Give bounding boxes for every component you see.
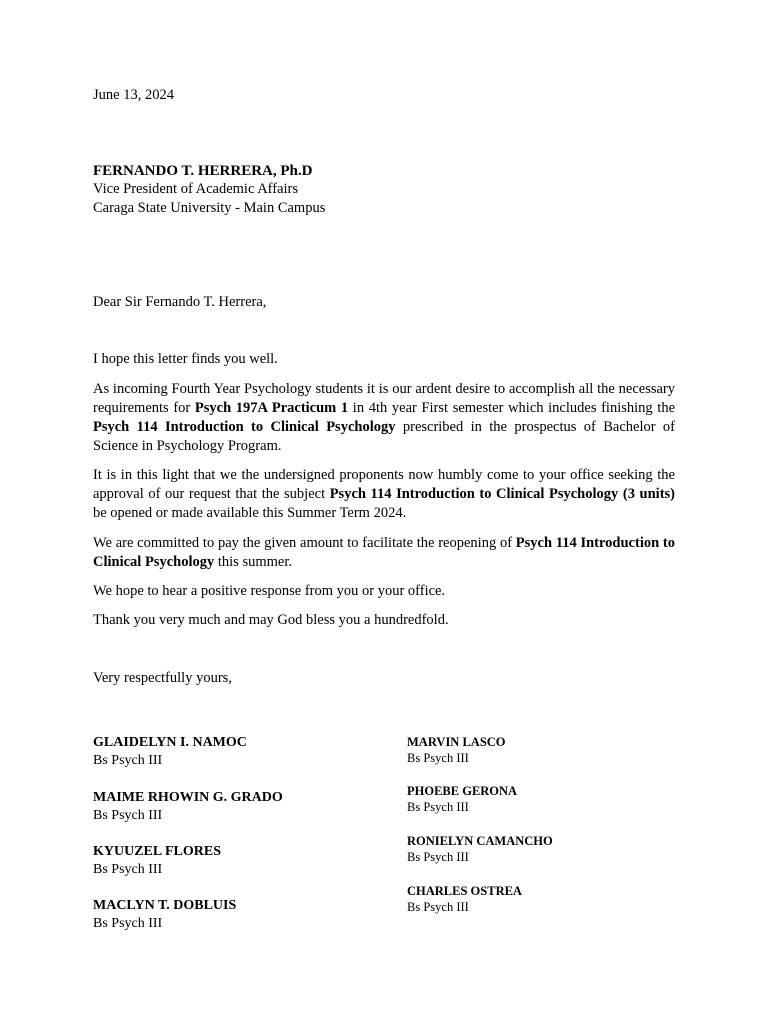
paragraph-commitment-text-2: this summer. xyxy=(214,554,292,570)
signatory-program: Bs Psych III xyxy=(407,900,469,914)
signatory-right-1 xyxy=(407,734,506,766)
salutation: Dear Sir Fernando T. Herrera, xyxy=(93,294,267,310)
paragraph-request xyxy=(93,466,675,523)
signatory-name: KYUUZEL FLORES xyxy=(93,844,221,859)
signatory-program: Bs Psych III xyxy=(93,753,163,768)
signatory-left-4 xyxy=(93,897,236,933)
signatory-right-3 xyxy=(407,833,553,865)
signatory-name: CHARLES OSTREA xyxy=(407,884,522,898)
paragraph-hope xyxy=(93,582,675,601)
paragraph-request-text-2: be opened or made available this Summer Term 2024. xyxy=(93,505,407,521)
signatory-program: Bs Psych III xyxy=(93,916,163,931)
paragraph-greeting xyxy=(93,350,675,369)
paragraph-commitment-text-1: We are committed to pay the given amount to facilitate the reopening of xyxy=(93,535,516,551)
paragraph-purpose xyxy=(93,380,675,456)
course-practicum: Psych 197A Practicum 1 xyxy=(194,400,349,416)
signatory-program: Bs Psych III xyxy=(407,751,469,765)
paragraph-request-text-1: It is in this light that we the undersigned proponents now humbly come to your office seeking the approval of our request that the subject xyxy=(93,467,675,502)
paragraph-purpose-text-1: As incoming Fourth Year Psychology students it is our ardent desire to accomplish all the necessary requirements for xyxy=(93,381,675,416)
signatory-left-3 xyxy=(93,843,221,879)
signatory-name: RONIELYN CAMANCHO xyxy=(407,834,553,848)
recipient-institution: Caraga State University - Main Campus xyxy=(93,200,326,216)
recipient-title: Vice President of Academic Affairs xyxy=(93,181,299,197)
paragraph-hope-text: We hope to hear a positive response from you or your office. xyxy=(93,583,446,599)
signatory-name: PHOEBE GERONA xyxy=(407,784,518,798)
signatory-program: Bs Psych III xyxy=(407,800,469,814)
signatory-name: GLAIDELYN I. NAMOC xyxy=(93,735,247,750)
course-clinical-psych: Psych 114 Introduction to Clinical Psychology xyxy=(93,419,396,435)
recipient-name: FERNANDO T. HERRERA, Ph.D xyxy=(93,163,313,179)
signatory-left-1 xyxy=(93,734,247,770)
course-clinical-psych-reopen: Psych 114 Introduction to Clinical Psychology xyxy=(93,535,675,570)
signatory-name: MACLYN T. DOBLUIS xyxy=(93,898,237,913)
signatory-program: Bs Psych III xyxy=(93,808,163,823)
paragraph-purpose-text-3: prescribed in the prospectus of Bachelor of Science in Psychology Program. xyxy=(93,419,676,454)
paragraph-greeting-text: I hope this letter finds you well. xyxy=(93,351,278,367)
closing: Very respectfully yours, xyxy=(93,670,232,686)
paragraph-thanks-text: Thank you very much and may God bless you a hundredfold. xyxy=(93,612,449,628)
signatory-right-4 xyxy=(407,883,522,915)
course-clinical-psych-units: Psych 114 Introduction to Clinical Psychology (3 units) xyxy=(329,486,675,502)
signatory-left-2 xyxy=(93,789,283,825)
signatory-right-2 xyxy=(407,783,517,815)
signatory-name: MARVIN LASCO xyxy=(407,735,506,749)
signatory-program: Bs Psych III xyxy=(93,862,163,877)
paragraph-thanks xyxy=(93,611,675,630)
paragraph-purpose-text-2: in 4th year First semester which includes finishing the xyxy=(348,400,676,416)
signatory-name: MAIME RHOWIN G. GRADO xyxy=(93,790,283,805)
paragraph-commitment xyxy=(93,534,675,572)
letter-date: June 13, 2024 xyxy=(93,87,174,103)
signatory-program: Bs Psych III xyxy=(407,850,469,864)
